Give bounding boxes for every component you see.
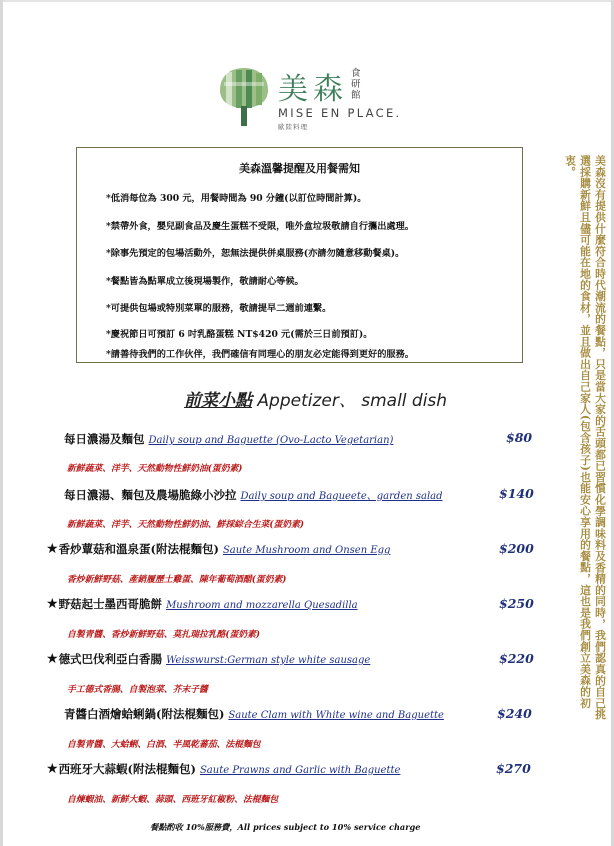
menu-item-desc: 自製青醬、大蛤蜊、白酒、半風乾蕃茄、法棍麵包 bbox=[67, 740, 261, 750]
menu-item-price: $270 bbox=[496, 761, 531, 776]
menu-item-desc: 自煉蝦油、新鮮大蝦、蒜頭、西班牙紅椒粉、法棍麵包 bbox=[67, 795, 279, 805]
notice-item: *慶祝節日可預訂 6 吋乳酪蛋糕 NT$420 元(需於三日前預訂)。 bbox=[106, 329, 373, 340]
menu-item-desc: 自製青醬、香炒新鮮野菇、莫扎瑞拉乳酪(蛋奶素) bbox=[67, 630, 261, 640]
menu-item-desc: 手工德式香腸、自製泡菜、芥末子醬 bbox=[67, 685, 208, 695]
menu-item bbox=[46, 541, 390, 557]
menu-item-price: $220 bbox=[499, 651, 534, 666]
page-border bbox=[0, 0, 614, 2]
menu-item-name-cn: 每日濃湯及麵包 bbox=[64, 432, 145, 446]
menu-item-name-en: Weisswurst:German style white sausage bbox=[166, 655, 371, 666]
menu-item-name-en: Saute Mushroom and Onsen Egg bbox=[222, 545, 391, 556]
section-title-cn: 前菜小點 bbox=[184, 391, 252, 411]
menu-item-name-en: Daily soup and Baguette (Ovo-Lacto Vegetarian) bbox=[148, 435, 394, 446]
menu-item-name-en: Saute Clam with White wine and Baguette bbox=[228, 710, 444, 721]
service-charge-note: 餐點酌收 10%服務費，All prices subject to 10% service charge bbox=[150, 822, 421, 832]
menu-item-price: $140 bbox=[499, 486, 534, 501]
menu-item-name-cn: 德式巴伐利亞白香腸 bbox=[58, 652, 163, 666]
menu-item-desc: 新鮮蔬菜、洋芋、天然動物性鮮奶油(蛋奶素) bbox=[67, 464, 243, 474]
menu-item-price: $250 bbox=[499, 596, 534, 611]
notice-box bbox=[76, 147, 523, 363]
brand-name-cn: 美森 bbox=[278, 72, 348, 107]
brand-subtitle: 食研館 bbox=[351, 68, 361, 101]
page-border bbox=[0, 0, 3, 846]
logo bbox=[216, 64, 416, 134]
notice-item: *禁帶外食，嬰兒副食品及慶生蛋糕不受限，唯外盒垃圾敬請自行攜出處理。 bbox=[106, 221, 414, 232]
menu-item-name-cn: 香炒蕈菇和溫泉蛋(附法棍麵包) bbox=[58, 542, 219, 556]
menu-item-name-en: Saute Prawns and Garlic with Baguette bbox=[199, 765, 401, 776]
menu-item bbox=[64, 431, 393, 447]
menu-item-name-cn: 青醬白酒燴蛤蜊鍋(附法棍麵包) bbox=[64, 707, 225, 721]
menu-item-name-en: Mushroom and mozzarella Quesadilla bbox=[166, 600, 358, 611]
brand-tagline: 歐陸料理 bbox=[278, 123, 308, 131]
notice-title: 美森溫馨提醒及用餐需知 bbox=[239, 162, 360, 175]
menu-item-price: $240 bbox=[497, 706, 532, 721]
signature-star-icon: ★ bbox=[46, 541, 59, 557]
menu-item bbox=[64, 487, 443, 503]
menu-item bbox=[46, 596, 358, 612]
menu-item bbox=[46, 651, 370, 667]
signature-star-icon: ★ bbox=[46, 761, 59, 777]
menu-item bbox=[64, 706, 444, 722]
menu-item-name-en: Daily soup and Bagueete、garden salad bbox=[240, 491, 443, 502]
philosophy-vertical-text: 美森沒有提供什麼符合時代潮流的餐點，只是當大家的舌頭都已習慣化學調味料及香精的同時，我們認真的自己挑選採購新鮮且儘可能在地的食材，並且做出自己家人(包含孩子)也能安心享用的餐點，這也是我們創立美森的初衷。 bbox=[564, 155, 607, 720]
notice-item: *除事先預定的包場活動外，恕無法提供併桌服務(亦請勿隨意移動餐桌)。 bbox=[106, 248, 405, 259]
menu-item-desc: 香炒新鮮野菇、產銷履歷土雞蛋、陳年葡萄酒醋(蛋奶素) bbox=[67, 575, 287, 585]
menu-item-price: $200 bbox=[499, 541, 534, 556]
tree-logo-icon bbox=[216, 64, 272, 130]
section-title-en: Appetizer、 small dish bbox=[252, 391, 448, 411]
signature-star-icon: ★ bbox=[46, 651, 59, 667]
notice-item: *低消每位為 300 元，用餐時間為 90 分鐘(以訂位時間計算)。 bbox=[106, 193, 367, 204]
signature-star-icon: ★ bbox=[46, 596, 59, 612]
notice-item: *可提供包場或特別菜單的服務，敬請提早二週前連繫。 bbox=[106, 303, 332, 314]
menu-item-name-cn: 西班牙大蒜蝦(附法棍麵包) bbox=[58, 762, 196, 776]
menu-item bbox=[46, 761, 400, 777]
brand-name-en: MISE EN PLACE. bbox=[278, 106, 402, 120]
menu-item-name-cn: 野菇起士墨西哥脆餅 bbox=[58, 597, 163, 611]
section-title bbox=[184, 386, 447, 411]
menu-item-price: $80 bbox=[506, 430, 533, 445]
menu-item-desc: 新鮮蔬菜、洋芋、天然動物性鮮奶油、鮮採綜合生菜(蛋奶素) bbox=[67, 520, 305, 530]
notice-item: *餐點皆為點單成立後現場製作，敬請耐心等候。 bbox=[106, 276, 304, 287]
menu-item-name-cn: 每日濃湯、麵包及農場脆綠小沙拉 bbox=[64, 488, 237, 502]
notice-item: *請善待我們的工作伙伴，我們確信有同理心的朋友必定能得到更好的服務。 bbox=[106, 349, 414, 360]
